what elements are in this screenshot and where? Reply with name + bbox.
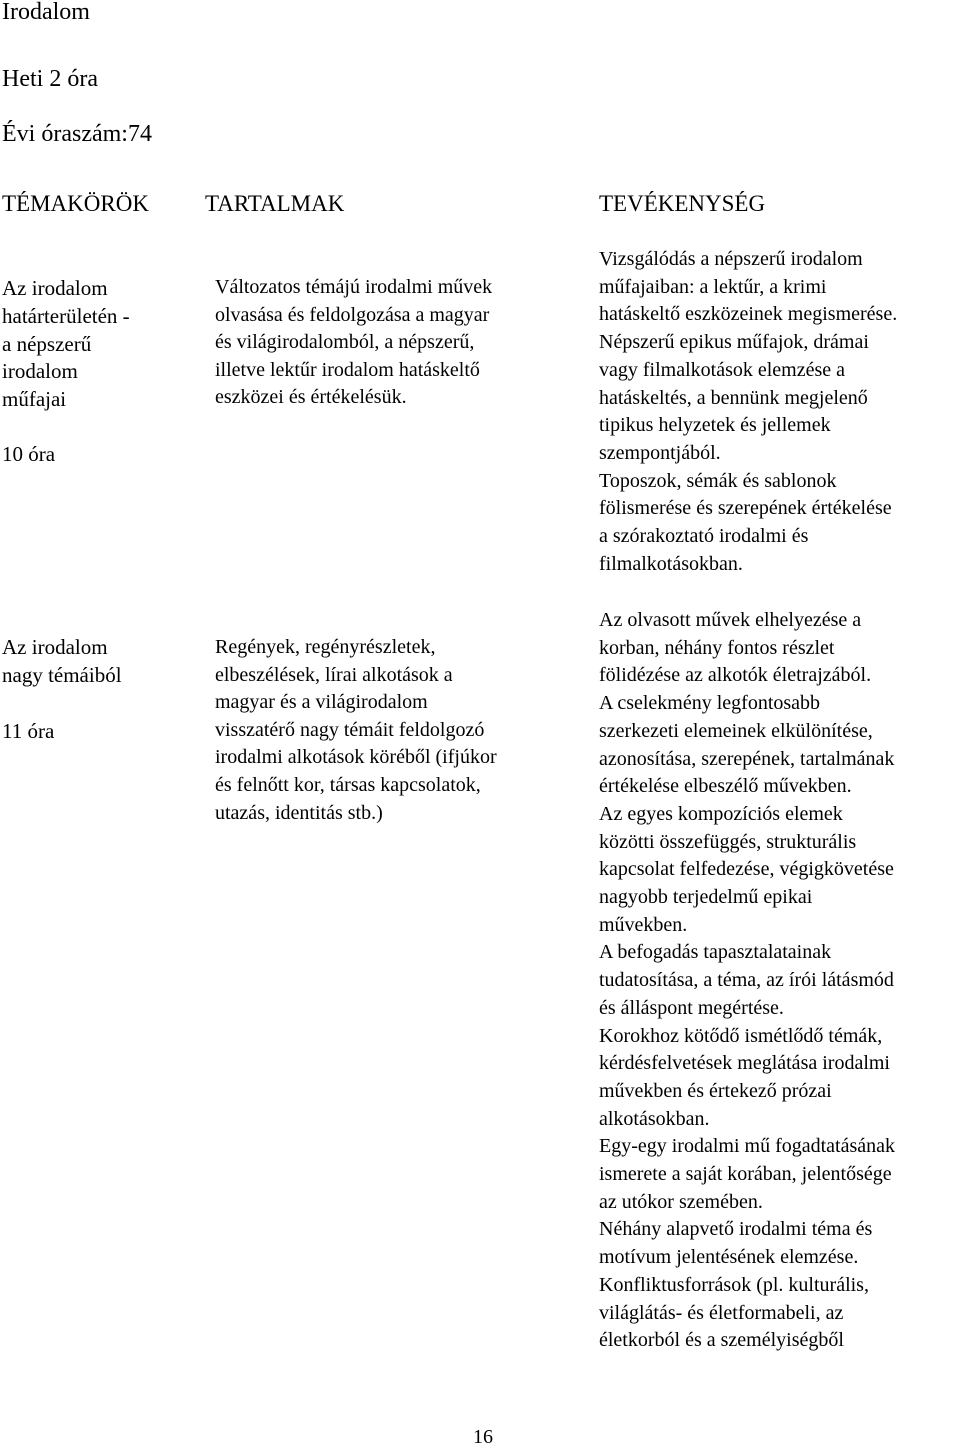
activity-line: filmalkotásokban. bbox=[599, 552, 743, 575]
activity-line: Az egyes kompozíciós elemek bbox=[599, 802, 843, 825]
section-1-content bbox=[215, 274, 492, 412]
section-1-activities bbox=[599, 246, 897, 578]
content-line: Változatos témájú irodalmi művek bbox=[215, 276, 493, 298]
activity-line: A cselekmény legfontosabb bbox=[599, 692, 821, 715]
content-line: olvasása és feldolgozása a magyar bbox=[215, 303, 490, 326]
content-line: magyar és a világirodalom bbox=[215, 691, 428, 714]
activity-line: vagy filmalkotások elemzése a bbox=[599, 358, 846, 381]
activity-line: korban, néhány fontos részlet bbox=[599, 636, 835, 659]
activity-line: az utókor szemében. bbox=[599, 1190, 763, 1213]
activity-line: művekben. bbox=[599, 913, 688, 936]
activity-line: Korokhoz kötődő ismétlődő témák, bbox=[599, 1024, 883, 1047]
activity-line: tipikus helyzetek és jellemek bbox=[599, 414, 831, 437]
header-contents: TARTALMAK bbox=[205, 191, 345, 216]
activity-line: értékelése elbeszélő művekben. bbox=[599, 775, 852, 798]
section-2-activities bbox=[599, 607, 895, 1355]
activity-line: a szórakoztató irodalmi és bbox=[599, 525, 809, 548]
content-line: irodalmi alkotások köréből (ifjúkor bbox=[215, 746, 497, 769]
activity-line: szempontjából. bbox=[599, 441, 721, 464]
activity-line: A befogadás tapasztalatainak bbox=[599, 941, 832, 964]
activity-line: motívum jelentésének elemzése. bbox=[599, 1246, 859, 1269]
section-2-content bbox=[215, 634, 497, 827]
activity-line: Népszerű epikus műfajok, drámai bbox=[599, 331, 869, 354]
content-line: visszatérő nagy témáit feldolgozó bbox=[215, 718, 485, 741]
activity-line: világlátás- és életformabeli, az bbox=[599, 1301, 844, 1324]
topic-line: a népszerű bbox=[2, 331, 92, 356]
activity-line: nagyobb terjedelmű epikai bbox=[599, 886, 813, 909]
activity-line: művekben és értekező prózai bbox=[599, 1079, 832, 1102]
activity-line: Toposzok, sémák és sablonok bbox=[599, 469, 837, 492]
annual-hours: Évi óraszám:74 bbox=[2, 121, 152, 147]
activity-line: életkorból és a személyiségből bbox=[599, 1329, 844, 1352]
activity-line: alkotásokban. bbox=[599, 1107, 710, 1130]
topic-line: határterületén - bbox=[2, 303, 130, 328]
content-line: Regények, regényrészletek, bbox=[215, 636, 436, 658]
activity-line: műfajaiban: a lektűr, a krimi bbox=[599, 275, 827, 298]
weekly-hours: Heti 2 óra bbox=[2, 66, 98, 92]
topic-line: Az irodalom bbox=[2, 276, 108, 300]
activity-line: szerkezeti elemeinek elkülönítése, bbox=[599, 719, 873, 742]
content-line: utazás, identitás stb.) bbox=[215, 801, 383, 824]
content-line: és világirodalomból, a népszerű, bbox=[215, 331, 475, 354]
activity-line: ismerete a saját korában, jelentősége bbox=[599, 1163, 892, 1186]
section-2-topic bbox=[2, 634, 122, 690]
page-number: 16 bbox=[473, 1426, 493, 1448]
document-title: Irodalom bbox=[2, 0, 90, 25]
activity-line: Vizsgálódás a népszerű irodalom bbox=[599, 248, 863, 270]
activity-line: kérdésfelvetések meglátása irodalmi bbox=[599, 1052, 890, 1075]
activity-line: azonosítása, szerepének, tartalmának bbox=[599, 747, 895, 770]
header-activities: TEVÉKENYSÉG bbox=[599, 191, 766, 216]
topic-line: irodalom bbox=[2, 359, 78, 384]
content-line: illetve lektűr irodalom hatáskeltő bbox=[215, 358, 480, 381]
section-2-hours: 11 óra bbox=[2, 719, 55, 743]
activity-line: és álláspont megértése. bbox=[599, 996, 784, 1019]
activity-line: kapcsolat felfedezése, végigkövetése bbox=[599, 858, 894, 881]
content-line: eszközei és értékelésük. bbox=[215, 386, 407, 409]
activity-line: Konfliktusforrások (pl. kulturális, bbox=[599, 1273, 869, 1296]
topic-line: műfajai bbox=[2, 387, 67, 412]
activity-line: hatáskeltő eszközeinek megismerése. bbox=[599, 303, 898, 326]
activity-line: Néhány alapvető irodalmi téma és bbox=[599, 1218, 873, 1241]
topic-line: nagy témáiból bbox=[2, 662, 122, 687]
activity-line: fölidézése az alkotók életrajzából. bbox=[599, 664, 872, 687]
topic-line: Az irodalom bbox=[2, 635, 108, 659]
activity-line: Egy-egy irodalmi mű fogadtatásának bbox=[599, 1135, 896, 1158]
section-1-topic bbox=[2, 275, 130, 414]
activity-line: tudatosítása, a téma, az írói látásmód bbox=[599, 969, 894, 992]
activity-line: fölismerése és szerepének értékelése bbox=[599, 497, 892, 520]
activity-line: közötti összefüggés, strukturális bbox=[599, 830, 857, 853]
header-topics: TÉMAKÖRÖK bbox=[2, 191, 149, 216]
content-line: és felnőtt kor, társas kapcsolatok, bbox=[215, 773, 481, 796]
activity-line: Az olvasott művek elhelyezése a bbox=[599, 609, 862, 631]
activity-line: hatáskeltés, a bennünk megjelenő bbox=[599, 386, 868, 409]
section-1-hours: 10 óra bbox=[2, 442, 56, 466]
content-line: elbeszélések, lírai alkotások a bbox=[215, 663, 453, 686]
